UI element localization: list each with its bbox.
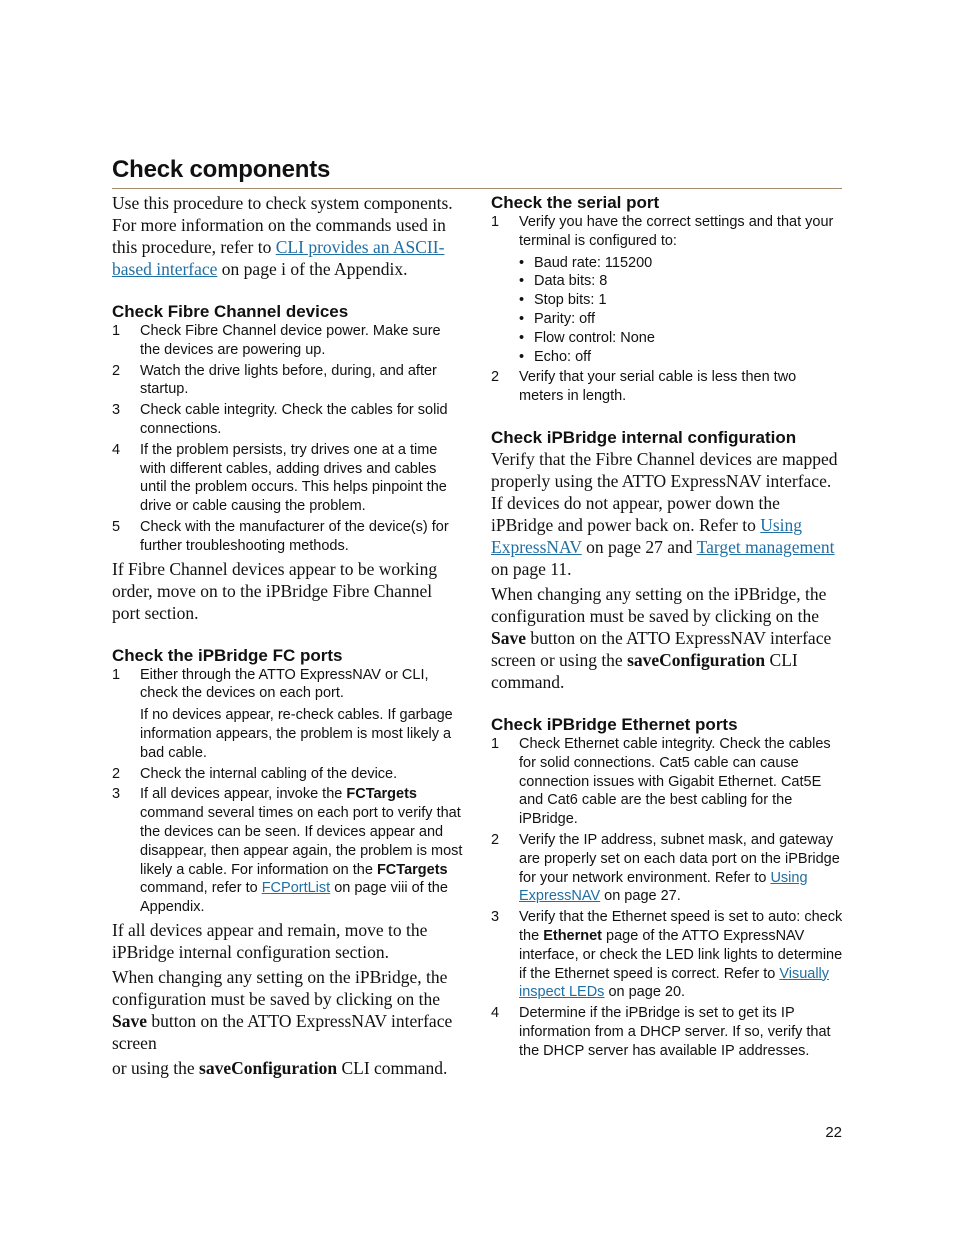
fc-ports-steps	[112, 666, 464, 917]
using-expressnav-link[interactable]: Using ExpressNAV	[491, 514, 803, 557]
list-item: 3 Verify that the Ethernet speed is set to auto: check the Ethernet page of the ATTO ExpressNAV interface, or check the LED link lights to determine if the Ethernet speed is correct. Refer to Visually inspect LEDs on page 20.	[491, 909, 843, 1001]
list-item: 3 Check cable integrity. Check the cables for solid connections.	[112, 402, 448, 437]
serial-port-heading: Check the serial port	[491, 193, 660, 212]
list-item: • Stop bits: 1	[519, 292, 607, 309]
using-expressnav-link-2[interactable]: Using ExpressNAV	[519, 869, 808, 905]
fc-ports-heading: Check the iPBridge FC ports	[112, 645, 343, 665]
serial-port-steps	[491, 213, 843, 406]
fc-after-2: When changing any setting on the iPBridge, the configuration must be saved by clicking on the Save button on the ATTO ExpressNAV interface screen	[112, 966, 453, 1053]
intro-paragraph: Use this procedure to check system components. For more information on the commands used in this procedure, refer to CLI provides an ASCII-based interface on page i of the Appendix.	[112, 193, 453, 279]
target-management-link[interactable]: Target management	[696, 536, 835, 557]
internal-config-paragraph-1: Verify that the Fibre Channel devices are mapped properly using the ATTO ExpressNAV interface. If devices do not appear, power down the iPBridge and power back on. Refer to Using ExpressNAV on page 27 and Target management on page 11.	[491, 448, 838, 579]
fibre-channel-heading: Check Fibre Channel devices	[112, 302, 349, 321]
list-item: 2 Verify that your serial cable is less then two meters in length.	[491, 369, 797, 405]
list-item: 1 Check Fibre Channel device power. Make sure the devices are powering up.	[112, 323, 441, 358]
fc-after-1: If all devices appear and remain, move to the iPBridge internal configuration section.	[112, 919, 428, 962]
list-item: • Parity: off	[519, 310, 595, 327]
fcportlist-link[interactable]: FCPortList	[261, 880, 331, 897]
list-item: • Echo: off	[519, 348, 591, 365]
list-item: 2 Check the internal cabling of the device.	[112, 765, 398, 782]
list-item: 4 Determine if the iPBridge is set to get its IP information from a DHCP server. If so, verify that the DHCP server has available IP addresses.	[491, 1005, 831, 1059]
list-item: 2 Watch the drive lights before, during, and after startup.	[112, 362, 437, 398]
fibre-channel-after: If Fibre Channel devices appear to be working order, move on to the iPBridge Fibre Channel port section.	[112, 558, 438, 623]
list-item: 2 Verify the IP address, subnet mask, and gateway are properly set on each data port on the iPBridge for your network environment. Refer to Using ExpressNAV on page 27.	[491, 831, 840, 905]
list-item: 4 If the problem persists, try drives one at a time with different cables, adding drives and cables until the problem occurs. This helps pinpoint the drive or cable causing the problem.	[112, 441, 447, 515]
title-rule	[112, 188, 842, 189]
list-item: • Flow control: None	[519, 329, 655, 346]
list-item: 5 Check with the manufacturer of the device(s) for further troubleshooting methods.	[112, 518, 449, 554]
ethernet-ports-heading: Check iPBridge Ethernet ports	[491, 714, 738, 734]
list-item: 3 If all devices appear, invoke the FCTargets command several times on each port to verify that the devices can be seen. If devices appear and disappear, then appear again, the problem is most likely a cable. For information on the FCTargets command, refer to FCPortList on page viii of the Appendix.	[112, 786, 463, 916]
internal-config-heading: Check iPBridge internal configuration	[491, 427, 797, 447]
list-item: • Baud rate: 115200	[519, 254, 653, 271]
serial-settings-list	[519, 254, 843, 367]
internal-config-paragraph-2: When changing any setting on the iPBridge, the configuration must be saved by clicking on the Save button on the ATTO ExpressNAV interface screen or using the saveConfiguration CLI command.	[491, 583, 832, 692]
list-item: 1 Either through the ATTO ExpressNAV or CLI, check the devices on each port. If no devices appear, re-check cables. If garbage information appears, the problem is most likely a bad cable.	[112, 666, 464, 763]
ethernet-ports-steps	[491, 735, 843, 1061]
list-item: • Data bits: 8	[519, 273, 608, 290]
fc-after-3: or using the saveConfiguration CLI command.	[112, 1057, 448, 1078]
left-column	[112, 192, 464, 1082]
fibre-channel-steps	[112, 322, 464, 556]
list-item: 1 Verify you have the correct settings and that your terminal is configured to: • Baud rate: 115200 • Data bits: 8 • Stop bits: 1 • Parity: off • Flow control: None • Echo: off	[491, 213, 843, 366]
fc-step1-note: If no devices appear, re-check cables. If garbage information appears, the problem is most likely a bad cable.	[140, 707, 453, 761]
page-title: Check components	[112, 156, 331, 183]
visually-inspect-leds-link[interactable]: Visually inspect LEDs	[519, 965, 830, 1001]
right-column	[491, 192, 843, 1063]
page-number: 22	[825, 1124, 842, 1141]
list-item: 1 Check Ethernet cable integrity. Check the cables for solid connections. Cat5 cable can cause connection issues with Gigabit Ethernet. Cat5E and Cat6 cable are the best cabling for the iPBridge.	[491, 735, 831, 828]
cli-ascii-link[interactable]: CLI provides an ASCII-based interface	[112, 237, 445, 279]
